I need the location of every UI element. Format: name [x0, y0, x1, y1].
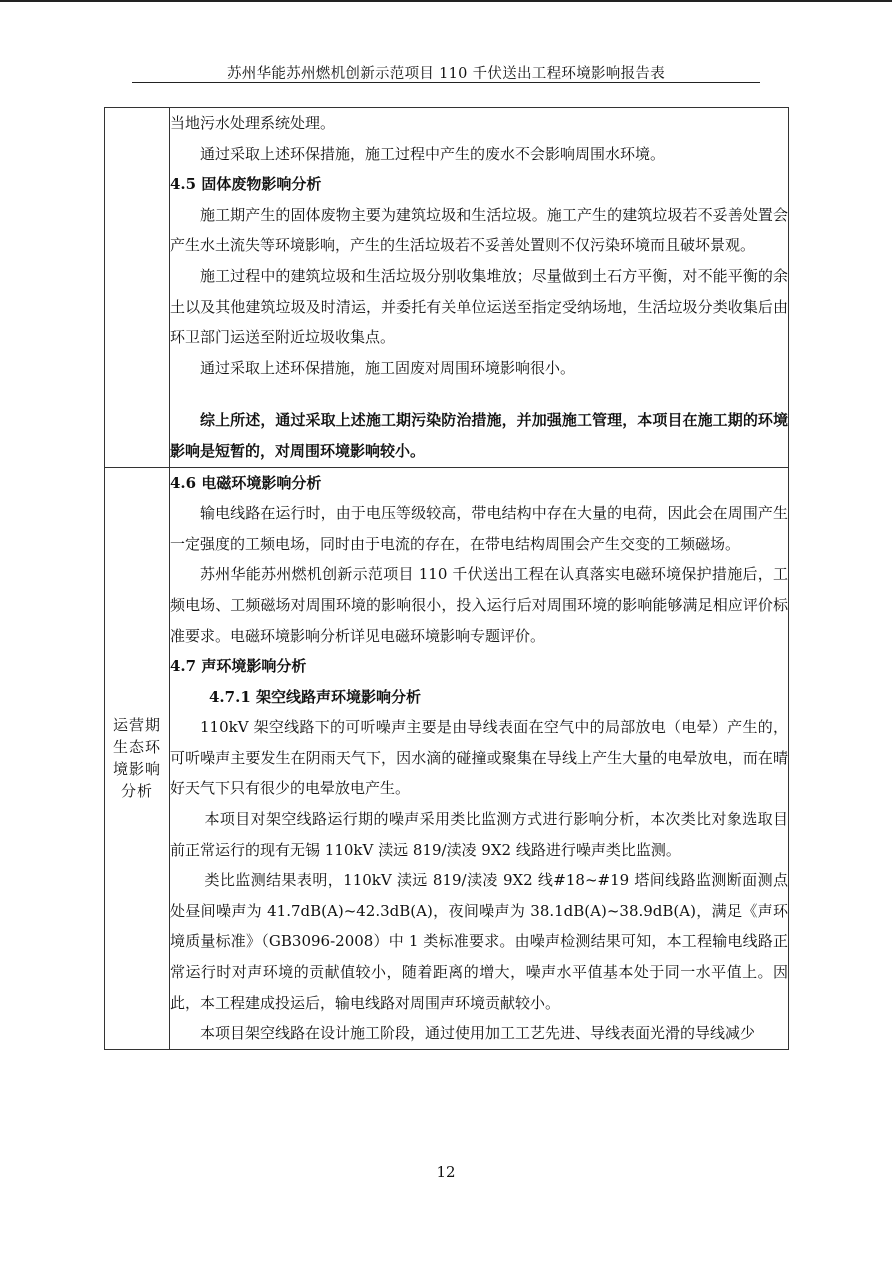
header-rule: [132, 82, 760, 83]
paragraph: 通过采取上述环保措施，施工过程中产生的废水不会影响周围水环境。: [200, 144, 666, 163]
paragraph: 苏州华能苏州燃机创新示范项目 110 千伏送出工程在认真落实电磁环境保护措施后，工频电场、工频磁场对周围环境的影响很小，投入运行后对周围环境的影响能够满足相应评价标准要求。电磁环境影响分析详见电磁环境影响专题评价。: [170, 565, 788, 645]
paragraph: 施工期产生的固体废物主要为建筑垃圾和生活垃圾。施工产生的建筑垃圾若不妥善处置会产生水土流失等环境影响，产生的生活垃圾若不妥善处置则不仅污染环境而且破坏景观。: [170, 205, 788, 255]
paragraph-continuation: 当地污水处理系统处理。: [170, 114, 336, 132]
paragraph: 类比监测结果表明，110kV 渎远 819/渎凌 9X2 线#18~#19 塔间线路监测断面测点处昼间噪声为 41.7dB(A)~42.3dB(A)，夜间噪声为 38.1dB(A)~38.9dB(A)，满足《声环境质量标准》（GB3096-2008）中 1 类标准要求。由噪声检测结果可知，本工程输电线路正常运行时对声环境的贡献值较小，随着距离的增大，噪声水平值基本处于同一水平值上。因此，本工程建成投运后，输电线路对周围声环境贡献较小。: [170, 871, 788, 1012]
row-label-empty: [105, 108, 170, 468]
blank-line: [170, 383, 788, 405]
operation-content: [170, 467, 789, 1049]
table-row-operation: [105, 467, 789, 1049]
paragraph: 通过采取上述环保措施，施工固废对周围环境影响很小。: [200, 358, 576, 377]
page-top-rule: [0, 0, 892, 2]
page-number: 12: [436, 1163, 456, 1181]
page-header-title: 苏州华能苏州燃机创新示范项目 110 千伏送出工程环境影响报告表: [227, 66, 665, 82]
construction-content: [170, 108, 789, 468]
summary-paragraph: 综上所述，通过采取上述施工期污染防治措施，并加强施工管理，本项目在施工期的环境影响是短暂的，对周围环境影响较小。: [170, 411, 788, 460]
paragraph: 输电线路在运行时，由于电压等级较高，带电结构中存在大量的电荷，因此会在周围产生一定强度的工频电场，同时由于电流的存在，在带电结构周围会产生交变的工频磁场。: [170, 504, 788, 553]
table-row-construction: [105, 108, 789, 468]
paragraph: 110kV 架空线路下的可听噪声主要是由导线表面在空气中的局部放电（电晕）产生的，可听噪声主要发生在阴雨天气下，因水滴的碰撞或聚集在导线上产生大量的电晕放电，而在晴好天气下只有很少的电晕放电产生。: [170, 718, 788, 798]
paragraph: 本项目架空线路在设计施工阶段，通过使用加工工艺先进、导线表面光滑的导线减少: [200, 1024, 756, 1043]
section-heading-4-7-1: 4.7.1 架空线路声环境影响分析: [209, 687, 421, 706]
paragraph: 施工过程中的建筑垃圾和生活垃圾分别收集堆放；尽量做到土石方平衡，对不能平衡的余土以及其他建筑垃圾及时清运，并委托有关单位运送至指定受纳场地，生活垃圾分类收集后由环卫部门运送至附近垃圾收集点。: [170, 266, 788, 347]
section-heading-4-5: 4.5 固体废物影响分析: [170, 175, 322, 194]
section-heading-4-7: 4.7 声环境影响分析: [170, 657, 307, 676]
operation-period-label: 运营期生态环境影响分析: [113, 716, 162, 801]
row-label-operation: [105, 467, 170, 1049]
report-table: [104, 107, 789, 1050]
paragraph: 本项目对架空线路运行期的噪声采用类比监测方式进行影响分析，本次类比对象选取目前正常运行的现有无锡 110kV 渎远 819/渎凌 9X2 线路进行噪声类比监测。: [170, 810, 788, 859]
section-heading-4-6: 4.6 电磁环境影响分析: [170, 473, 322, 492]
